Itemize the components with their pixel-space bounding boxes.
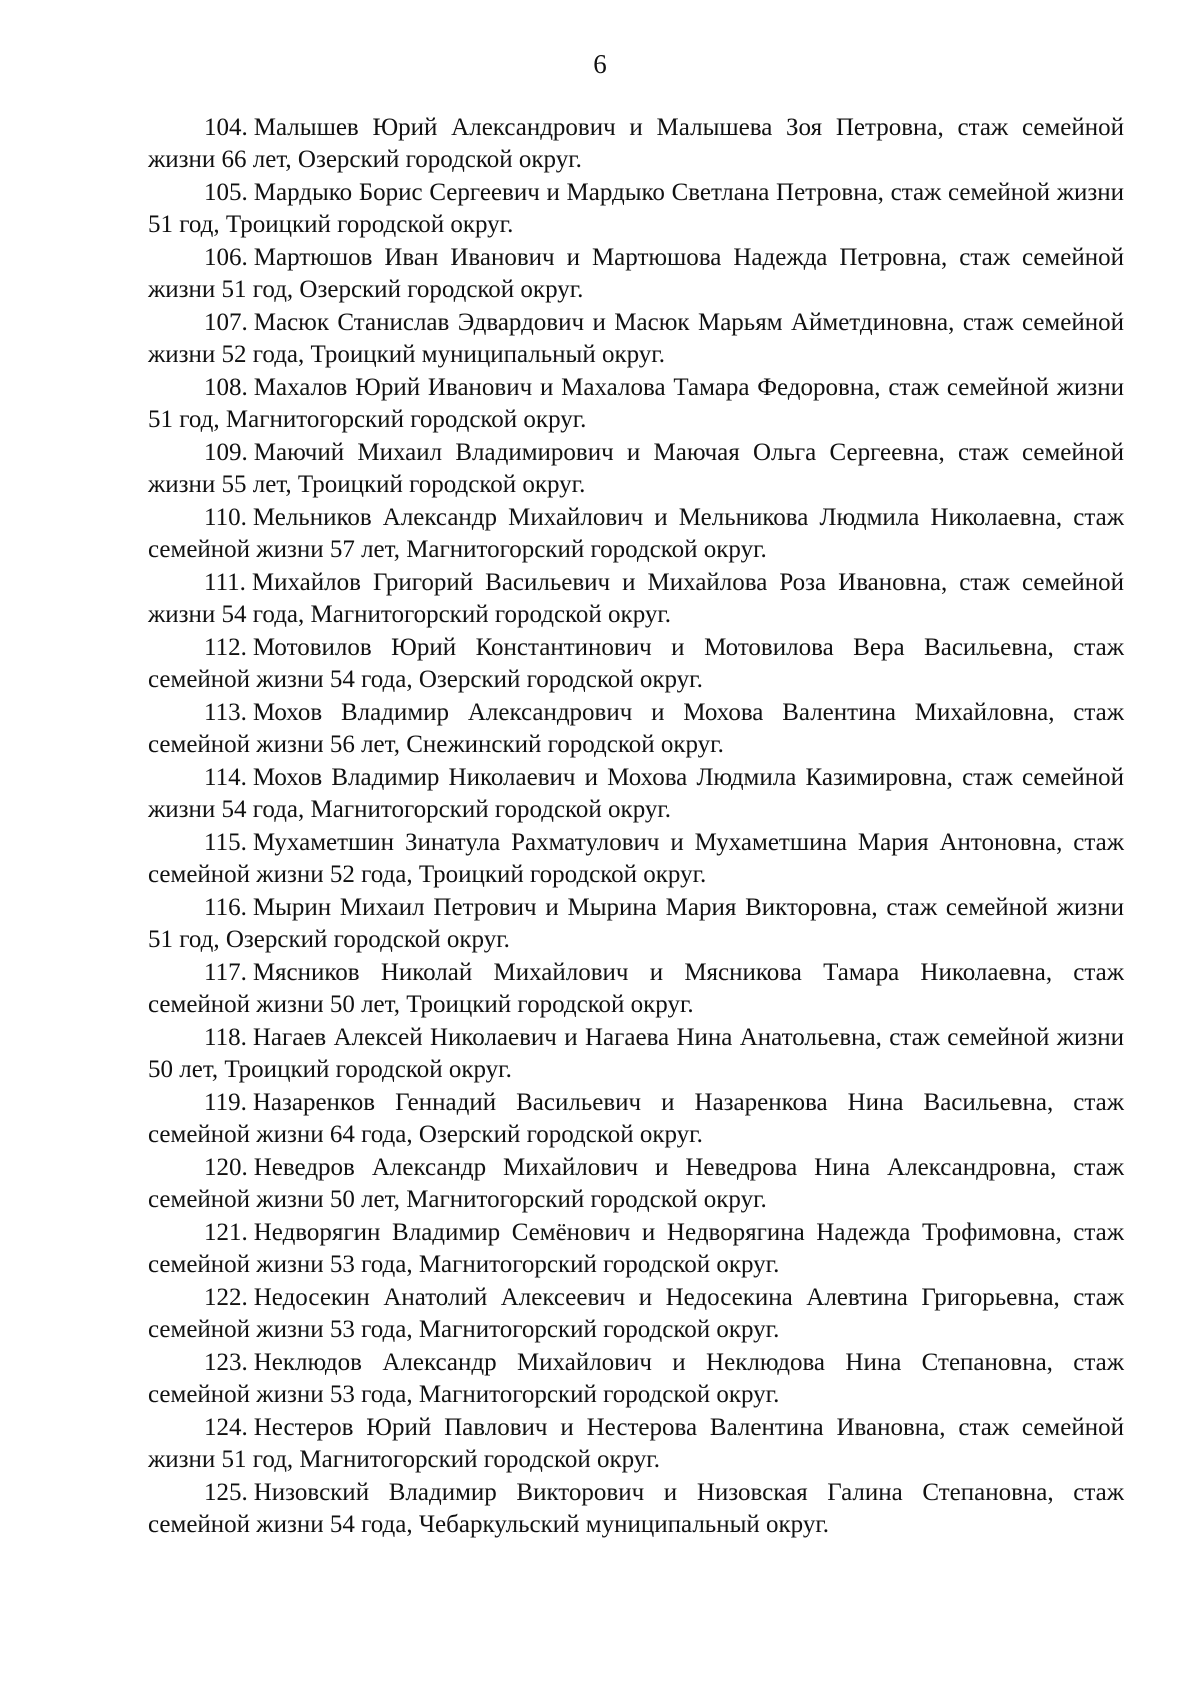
entry-number: 115. [204, 829, 247, 856]
entry-text: Мельников Александр Михайлович и Мельникова Людмила Николаевна, стаж семейной жизни 57 лет, Магнитогорский городской округ. [148, 504, 1124, 563]
list-item [148, 697, 1124, 761]
list-item [148, 437, 1124, 501]
entry-text: Нестеров Юрий Павлович и Нестерова Валентина Ивановна, стаж семейной жизни 51 год, Магнитогорский городской округ. [148, 1414, 1124, 1473]
list-item [148, 1087, 1124, 1151]
list-item [148, 762, 1124, 826]
entry-text: Мартюшов Иван Иванович и Мартюшова Надежда Петровна, стаж семейной жизни 51 год, Озерский городской округ. [148, 244, 1124, 303]
list-item [148, 307, 1124, 371]
entry-number: 114. [204, 764, 247, 791]
entry-text: Неведров Александр Михайлович и Неведрова Нина Александровна, стаж семейной жизни 50 лет, Магнитогорский городской округ. [148, 1154, 1124, 1213]
entry-number: 118. [204, 1024, 247, 1051]
list-item [148, 242, 1124, 306]
entry-text: Недосекин Анатолий Алексеевич и Недосекина Алевтина Григорьевна, стаж семейной жизни 53 года, Магнитогорский городской округ. [148, 1284, 1124, 1343]
list-item [148, 1152, 1124, 1216]
entry-number: 122. [204, 1284, 248, 1311]
list-item [148, 1282, 1124, 1346]
entry-text: Нагаев Алексей Николаевич и Нагаева Нина Анатольевна, стаж семейной жизни 50 лет, Троицкий городской округ. [148, 1024, 1124, 1083]
list-item [148, 1412, 1124, 1476]
entry-number: 111. [204, 569, 246, 596]
list-item [148, 892, 1124, 956]
entry-number: 117. [204, 959, 247, 986]
entry-text: Низовский Владимир Викторович и Низовская Галина Степановна, стаж семейной жизни 54 года, Чебаркульский муниципальный округ. [148, 1479, 1124, 1538]
entry-number: 108. [204, 374, 248, 401]
entry-number: 123. [204, 1349, 248, 1376]
entry-text: Мясников Николай Михайлович и Мясникова Тамара Николаевна, стаж семейной жизни 50 лет, Троицкий городской округ. [148, 959, 1124, 1018]
entry-text: Недворягин Владимир Семёнович и Недворягина Надежда Трофимовна, стаж семейной жизни 53 года, Магнитогорский городской округ. [148, 1219, 1124, 1278]
entry-number: 112. [204, 634, 247, 661]
entry-text: Мырин Михаил Петрович и Мырина Мария Викторовна, стаж семейной жизни 51 год, Озерский городской округ. [148, 894, 1124, 953]
list-item [148, 1022, 1124, 1086]
entry-text: Махалов Юрий Иванович и Махалова Тамара Федоровна, стаж семейной жизни 51 год, Магнитогорский городской округ. [148, 374, 1124, 433]
list-item [148, 1477, 1124, 1541]
list-item [148, 372, 1124, 436]
entry-number: 116. [204, 894, 247, 921]
list-item [148, 502, 1124, 566]
entry-number: 121. [204, 1219, 248, 1246]
list-item [148, 112, 1124, 176]
entry-text: Неклюдов Александр Михайлович и Неклюдова Нина Степановна, стаж семейной жизни 53 года, Магнитогорский городской округ. [148, 1349, 1124, 1408]
entry-number: 109. [204, 439, 248, 466]
list-item [148, 177, 1124, 241]
entry-text: Маючий Михаил Владимирович и Маючая Ольга Сергеевна, стаж семейной жизни 55 лет, Троицкий городской округ. [148, 439, 1124, 498]
entry-text: Назаренков Геннадий Васильевич и Назаренкова Нина Васильевна, стаж семейной жизни 64 года, Озерский городской округ. [148, 1089, 1124, 1148]
page-number: 6 [593, 49, 607, 79]
entry-text: Мотовилов Юрий Константинович и Мотовилова Вера Васильевна, стаж семейной жизни 54 года, Озерский городской округ. [148, 634, 1124, 693]
entry-text: Мардыко Борис Сергеевич и Мардыко Светлана Петровна, стаж семейной жизни 51 год, Троицкий городской округ. [148, 179, 1124, 238]
entry-text: Малышев Юрий Александрович и Малышева Зоя Петровна, стаж семейной жизни 66 лет, Озерский городской округ. [148, 114, 1124, 173]
list-item [148, 1347, 1124, 1411]
entry-number: 106. [204, 244, 248, 271]
list-item [148, 1217, 1124, 1281]
entry-text: Мохов Владимир Николаевич и Мохова Людмила Казимировна, стаж семейной жизни 54 года, Магнитогорский городской округ. [148, 764, 1124, 823]
entry-number: 110. [204, 504, 247, 531]
entry-number: 107. [204, 309, 248, 336]
list-item [148, 827, 1124, 891]
entry-number: 120. [204, 1154, 248, 1181]
entry-text: Мухаметшин Зинатула Рахматулович и Мухаметшина Мария Антоновна, стаж семейной жизни 52 года, Троицкий городской округ. [148, 829, 1124, 888]
entry-list [148, 112, 1124, 1542]
list-item [148, 567, 1124, 631]
entry-text: Михайлов Григорий Васильевич и Михайлова Роза Ивановна, стаж семейной жизни 54 года, Магнитогорский городской округ. [148, 569, 1124, 628]
entry-number: 104. [204, 114, 248, 141]
entry-number: 105. [204, 179, 248, 206]
list-item [148, 957, 1124, 1021]
entry-number: 124. [204, 1414, 248, 1441]
entry-text: Мохов Владимир Александрович и Мохова Валентина Михайловна, стаж семейной жизни 56 лет, Снежинский городской округ. [148, 699, 1124, 758]
list-item [148, 632, 1124, 696]
entry-number: 125. [204, 1479, 248, 1506]
entry-number: 113. [204, 699, 247, 726]
entry-text: Масюк Станислав Эдвардович и Масюк Марьям Айметдиновна, стаж семейной жизни 52 года, Троицкий муниципальный округ. [148, 309, 1124, 368]
entry-number: 119. [204, 1089, 247, 1116]
